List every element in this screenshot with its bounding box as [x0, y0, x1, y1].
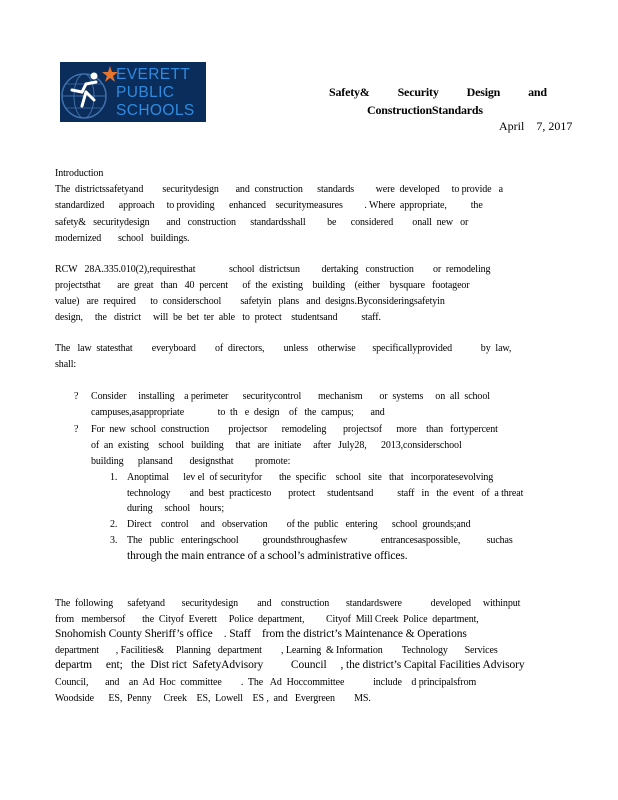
intro-heading: Introduction	[55, 168, 104, 179]
bullet-2-line: For new school construction projectsor remodeling projectsof more than fortypercent	[91, 424, 498, 435]
following-line: Council, and an Ad Hoc committee . The Ad Hoccommittee include d principalsfrom	[55, 677, 477, 688]
bullet-1-line: Consider installing a perimeter securitycontrol mechanism or systems on all school	[91, 391, 490, 402]
following-line: Woodside ES, Penny Creek ES, Lowell ES , and Evergreen MS.	[55, 693, 371, 704]
sub-item-number: 3.	[110, 535, 118, 546]
bullet-1-line: campuses,asappropriate to th e design of the campus; and	[91, 407, 385, 418]
everett-public-schools-logo	[60, 62, 206, 122]
following-line: department , Facilities& Planning department , Learning & Information Technology Services	[55, 645, 498, 656]
bullet-marker: ?	[74, 424, 79, 435]
document-title-line-1: Safety& Security Design and	[329, 85, 547, 99]
sub-item-3-line: through the main entrance of a school’s administrative offices.	[127, 550, 408, 562]
intro-line: modernized school buildings.	[55, 233, 190, 244]
following-line: The following safetyand securitydesign and construction standardswere developed withinput	[55, 598, 521, 609]
rcw-line: projectsthat are great than 40 percent of the existing building (either bysquare footageor	[55, 280, 470, 291]
sub-item-1-line: during school hours;	[127, 503, 225, 514]
bullet-marker: ?	[74, 391, 79, 402]
intro-line: The districtssafetyand securitydesign and construction standards were developed to provide a	[55, 184, 504, 195]
sub-item-1-line: technology and best practicesto protect studentsand staff in the event of a threat	[127, 488, 524, 499]
following-line: departm ent; the Dist rict SafetyAdvisory Council , the district’s Capital Facilities Advisory	[55, 659, 525, 671]
logo-line-3: SCHOOLS	[116, 102, 195, 119]
intro-line: safety& securitydesign and construction standardsshall be considered onall new or	[55, 217, 469, 228]
law-line: shall:	[55, 359, 77, 370]
bullet-2-line: building plansand designsthat promote:	[91, 456, 291, 467]
law-line: The law statesthat everyboard of directors, unless otherwise specificallyprovided by law,	[55, 343, 512, 354]
logo-line-1: EVERETT	[116, 66, 191, 83]
sub-item-2-line: Direct control and observation of the public entering school grounds;and	[127, 519, 471, 530]
bullet-2-line: of an existing school building that are initiate after July28, 2013,considerschool	[91, 440, 462, 451]
rcw-line: design, the district will be bet ter able to protect studentsand staff.	[55, 312, 381, 323]
sub-item-number: 1.	[110, 472, 118, 483]
intro-line: standardized approach to providing enhanced securitymeasures . Where appropriate, the	[55, 200, 483, 211]
sub-item-3-line: The public enteringschool groundsthroughasfew entrancesaspossible, suchas	[127, 535, 513, 546]
sub-item-number: 2.	[110, 519, 118, 530]
logo-line-2: PUBLIC	[116, 84, 175, 101]
document-title-line-2: ConstructionStandards	[367, 103, 483, 117]
document-date: April 7, 2017	[499, 119, 573, 133]
rcw-line: value) are required to considerschool safetyin plans and designs.Byconsideringsafetyin	[55, 296, 445, 307]
globe-runner-icon	[60, 62, 120, 122]
following-line: from membersof the Cityof Everett Police department, Cityof Mill Creek Police department,	[55, 614, 479, 625]
rcw-line: RCW 28A.335.010(2),requiresthat school districtsun dertaking construction or remodeling	[55, 264, 491, 275]
following-line: Snohomish County Sheriff’s office . Staff from the district’s Maintenance & Operations	[55, 628, 467, 640]
sub-item-1-line: Anoptimal lev el of securityfor the specific school site that incorporatesevolving	[127, 472, 494, 483]
